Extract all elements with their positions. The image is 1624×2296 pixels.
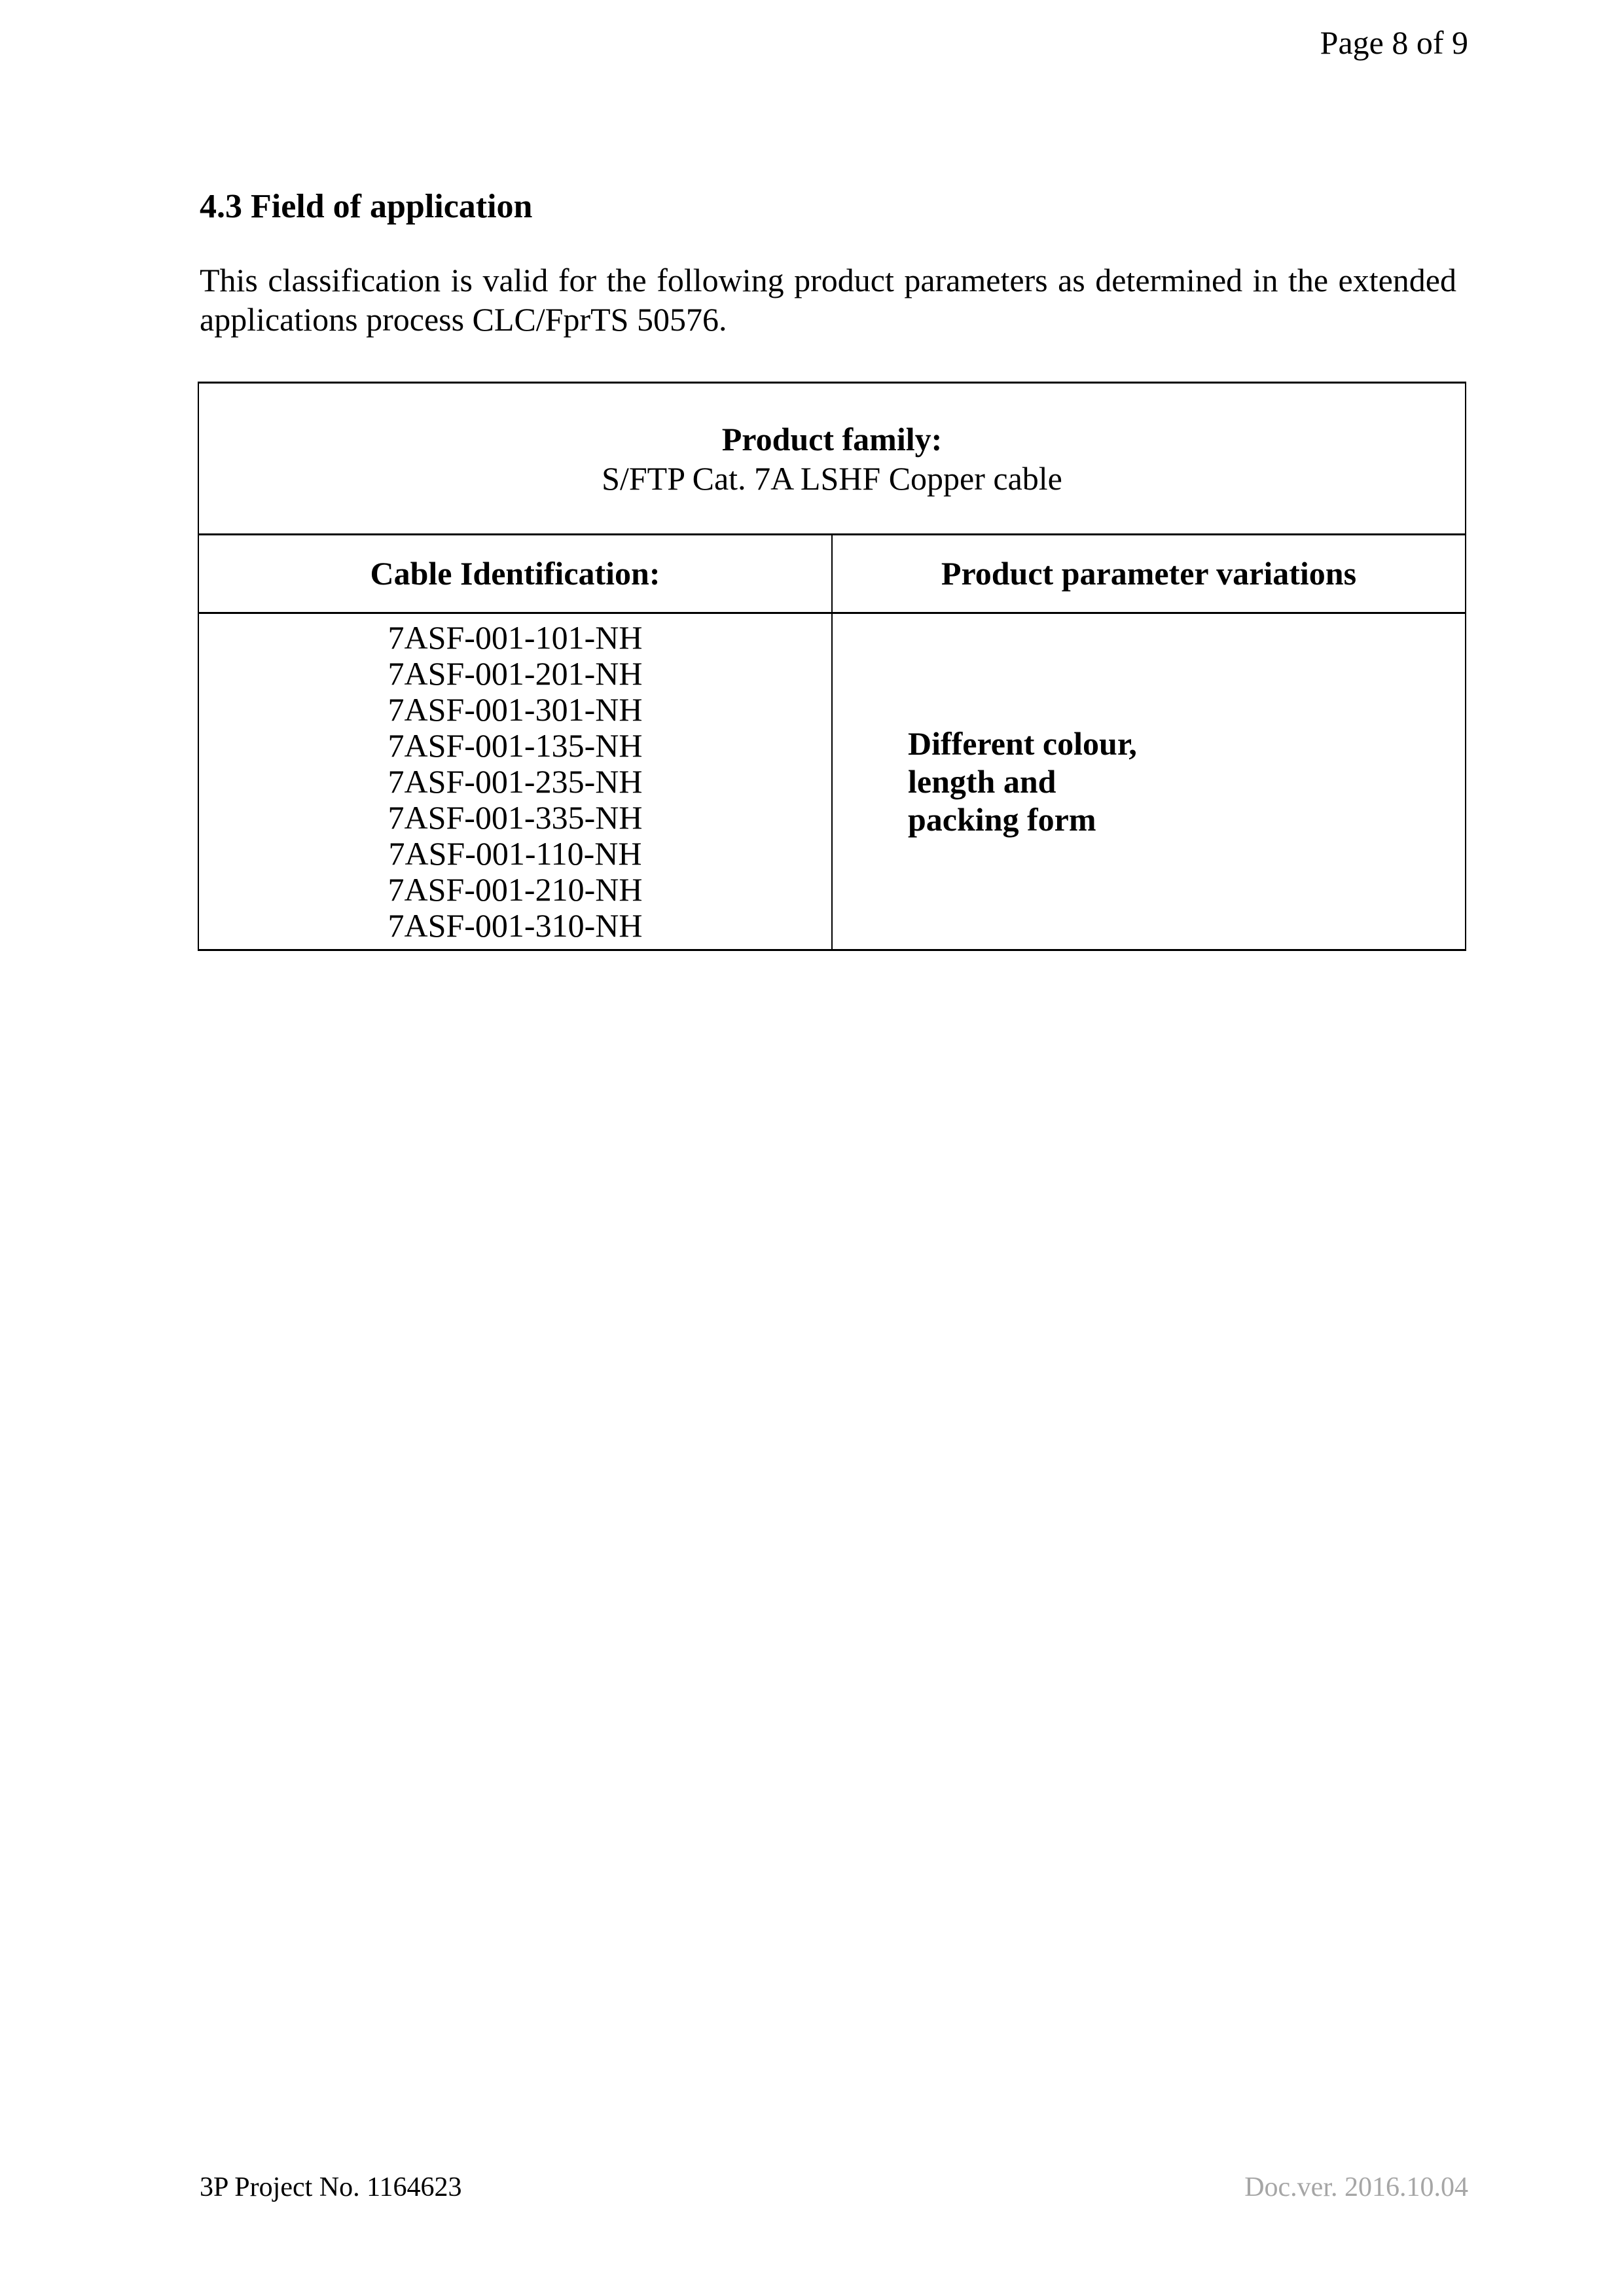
cable-id-item: 7ASF-001-310-NH <box>388 906 643 944</box>
product-family-label: Product family: <box>721 420 943 457</box>
cable-id-item: 7ASF-001-301-NH <box>388 691 643 728</box>
product-family-row <box>198 383 1466 535</box>
cable-id-row <box>198 613 1466 950</box>
product-parameter-header <box>832 535 1466 613</box>
cable-id-item: 7ASF-001-210-NH <box>388 870 643 908</box>
cable-identification-header: Cable Identification: <box>198 535 832 613</box>
product-family-table <box>198 382 1466 951</box>
column-header-row <box>198 535 1466 613</box>
cable-id-item: 7ASF-001-201-NH <box>388 655 643 692</box>
product-family-cell <box>198 383 1466 535</box>
cable-id-item: 7ASF-001-110-NH <box>388 834 642 872</box>
product-family-value: S/FTP Cat. 7A LSHF Copper cable <box>602 459 1062 497</box>
cable-id-item: 7ASF-001-335-NH <box>388 798 643 836</box>
footer-doc-version: Doc.ver. 2016.10.04 <box>1244 2172 1468 2202</box>
page-number: Page 8 of 9 <box>1320 24 1468 61</box>
cable-id-item: 7ASF-001-135-NH <box>388 726 643 764</box>
section-heading: 4.3 Field of application <box>200 188 533 225</box>
cable-id-cell <box>198 613 832 950</box>
cable-id-item: 7ASF-001-235-NH <box>388 762 643 800</box>
product-parameter-header-text: Product parameter variations <box>941 555 1357 592</box>
variations-text: Different colour, length and packing form <box>908 725 1137 838</box>
cable-id-list <box>199 620 831 944</box>
cable-id-item: 7ASF-001-101-NH <box>388 619 643 656</box>
variations-cell <box>832 613 1466 950</box>
paragraph-line: applications process CLC/FprTS 50576. <box>200 301 727 338</box>
paragraph-line: This classification is valid for the following product parameters as determined in the extended <box>200 262 1456 298</box>
footer-project-number: 3P Project No. 1164623 <box>200 2172 462 2202</box>
body-paragraph <box>200 260 1456 339</box>
